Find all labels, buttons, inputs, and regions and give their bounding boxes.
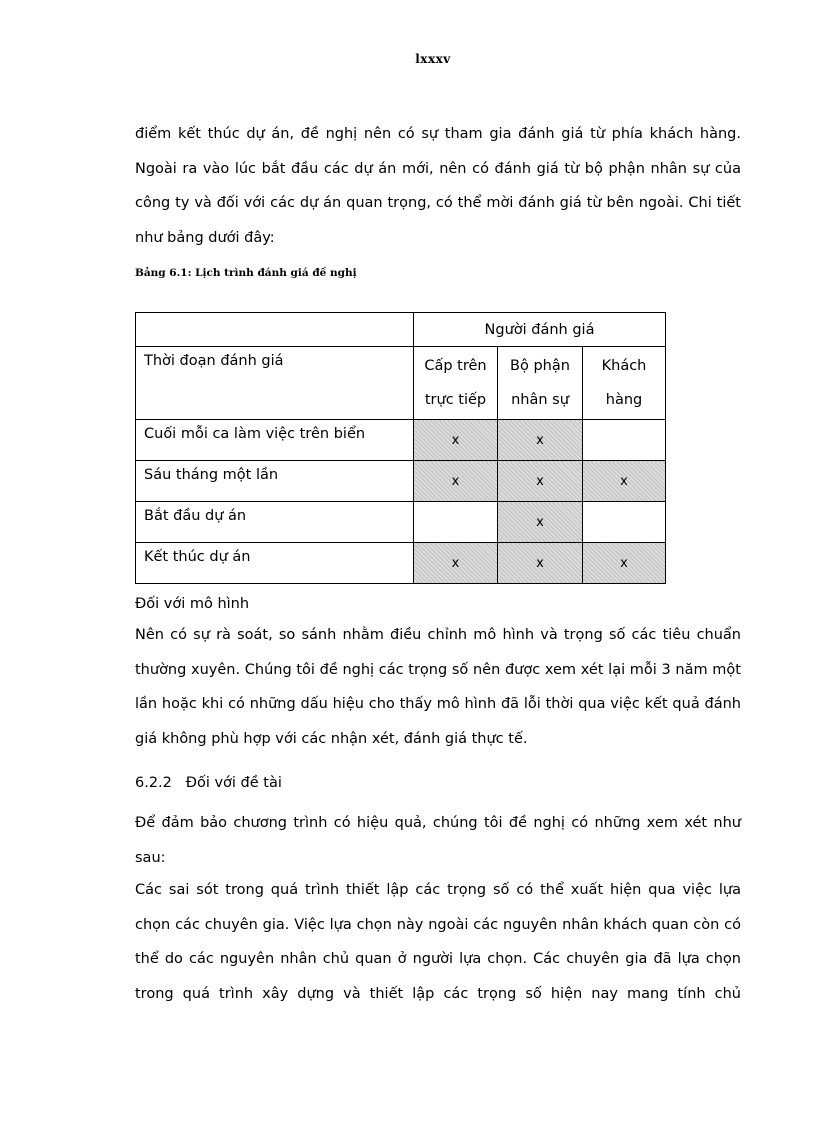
cell-mark [414,502,498,543]
cell-mark: x [414,461,498,502]
page-number: lxxxv [415,52,451,66]
cell-mark [583,502,666,543]
section-heading: 6.2.2 Đối với đề tài [135,775,282,791]
intro-paragraph: điểm kết thúc dự án, đề nghị nên có sự tham gia đánh giá từ phía khách hàng. Ngoài ra vào lúc bắt đầu các dự án mới, nên có đánh giá từ bộ phận nhân sự của công ty và đối với các dự án quan trọng, có thể mời đánh giá từ bên ngoài. Chi tiết như bảng dưới đây: [135,126,741,246]
row-label: Sáu tháng một lần [136,461,414,502]
cell-mark: x [414,420,498,461]
row-label: Cuối mỗi ca làm việc trên biển [136,420,414,461]
table-row [136,543,666,584]
cell-mark: x [414,543,498,584]
table-corner-cell [136,313,414,347]
period-column-header: Thời đoạn đánh giá [136,347,414,420]
cell-mark: x [498,543,583,584]
cell-mark: x [498,420,583,461]
cell-mark: x [583,543,666,584]
evaluation-schedule-table [135,312,666,584]
final-paragraph: Các sai sót trong quá trình thiết lập các trọng số có thể xuất hiện qua việc lựa chọn các chuyên gia. Việc lựa chọn này ngoài các nguyên nhân khách quan còn có thể do các nguyên nhân chủ quan ở người lựa chọn. Các chuyên gia đã lựa chọn trong quá trình xây dựng và thiết lập các trọng số hiện nay mang tính chủ [135,882,741,1002]
table-row [136,420,666,461]
row-label: Bắt đầu dự án [136,502,414,543]
topic-paragraph: Để đảm bảo chương trình có hiệu quả, chúng tôi đề nghị có những xem xét như sau: [135,815,741,866]
evaluator-group-header: Người đánh giá [414,313,666,347]
model-heading: Đối với mô hình [135,596,250,612]
column-header-customer: Khách hàng [583,347,666,420]
table-row [136,502,666,543]
cell-mark [583,420,666,461]
column-header-direct-supervisor: Cấp trên trực tiếp [414,347,498,420]
model-paragraph: Nên có sự rà soát, so sánh nhằm điều chỉnh mô hình và trọng số các tiêu chuẩn thường xuyên. Chúng tôi đề nghị các trọng số nên được xem xét lại mỗi 3 năm một lần hoặc khi có những dấu hiệu cho thấy mô hình đã lỗi thời qua việc kết quả đánh giá không phù hợp với các nhận xét, đánh giá thực tế. [135,627,741,747]
cell-mark: x [583,461,666,502]
table-caption: Bảng 6.1: Lịch trình đánh giá đề nghị [135,267,357,279]
cell-mark: x [498,461,583,502]
table-row [136,461,666,502]
cell-mark: x [498,502,583,543]
column-header-hr-department: Bộ phận nhân sự [498,347,583,420]
row-label: Kết thúc dự án [136,543,414,584]
